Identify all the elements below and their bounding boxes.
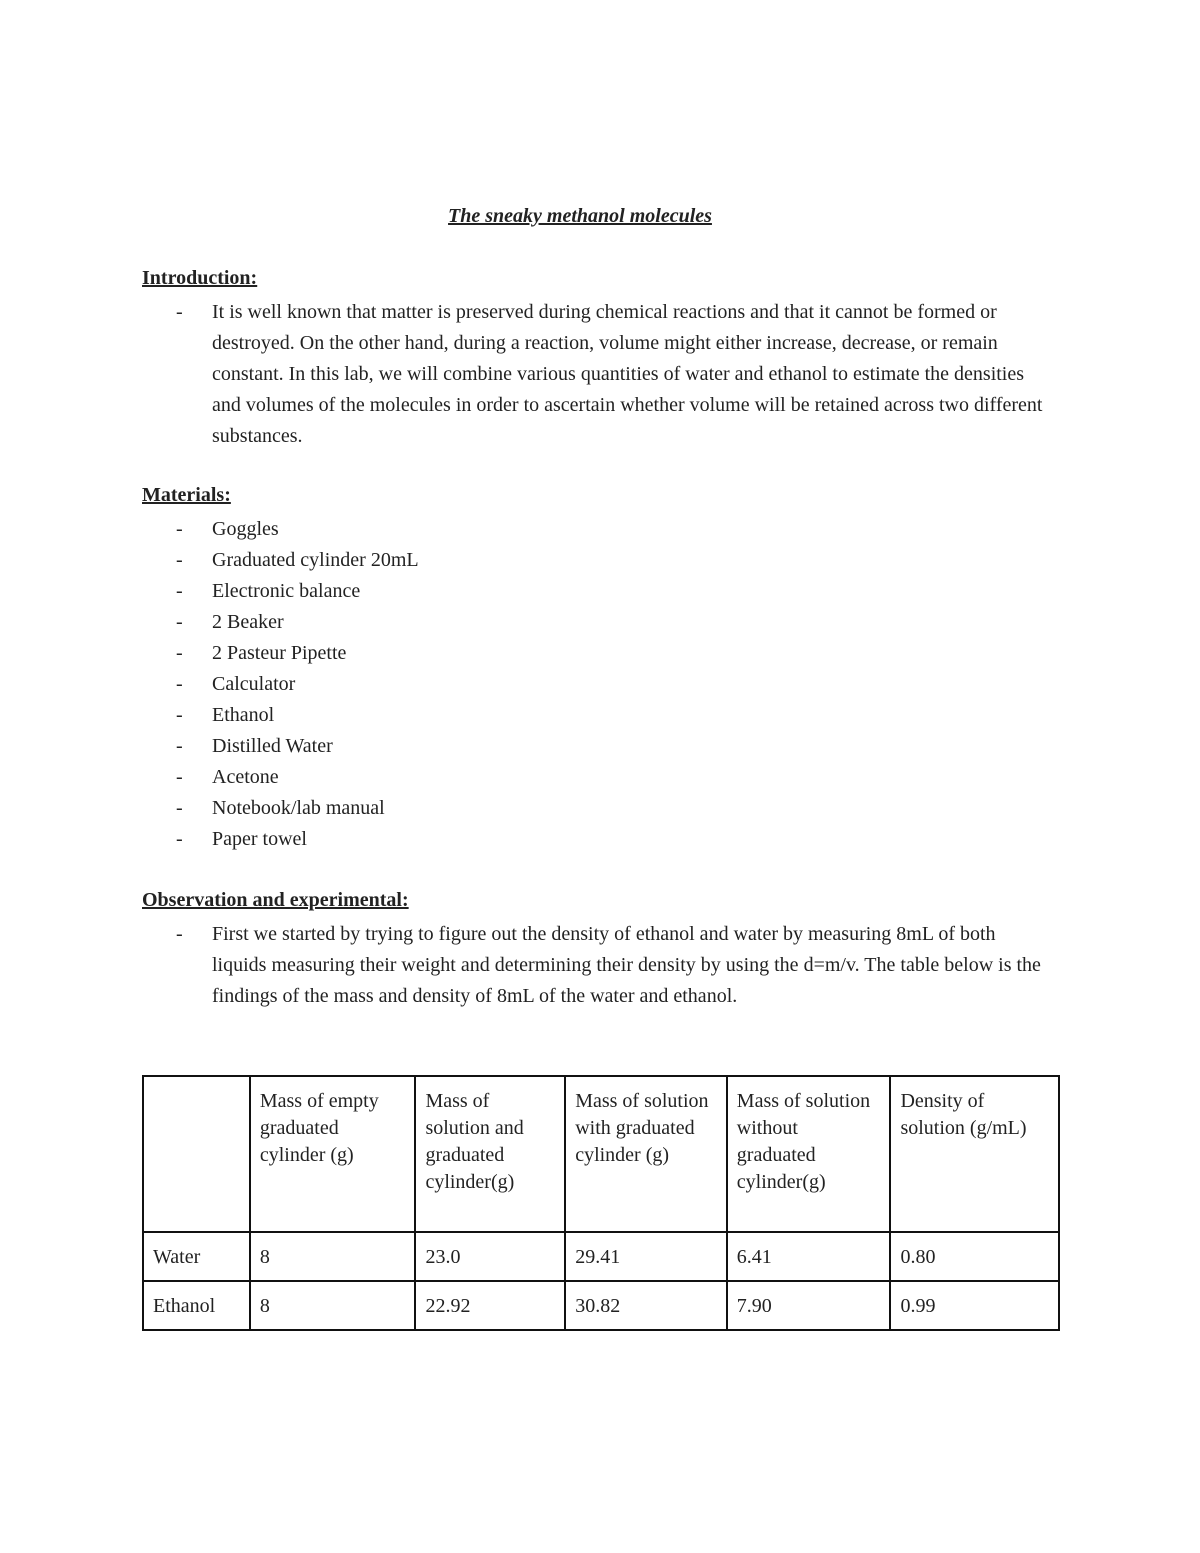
observation-list	[142, 919, 1052, 1012]
bullet: -	[176, 923, 183, 945]
bullet: -	[176, 766, 183, 788]
observation-text: First we started by trying to figure out the density of ethanol and water by measuring 8mL of both liquids measuring their weight and determining their density by using the d=m/v. The table below is the findings of the mass and density of 8mL of the water and ethanol.	[212, 923, 1041, 1007]
bullet: -	[176, 580, 183, 602]
material-label: 2 Beaker	[212, 611, 284, 633]
material-label: Notebook/lab manual	[212, 797, 385, 819]
bullet: -	[176, 828, 183, 850]
list-item	[142, 607, 1072, 638]
list-item	[142, 545, 1072, 576]
list-item	[142, 824, 1072, 855]
list-item	[142, 576, 1072, 607]
table-header-cell: Density of solution (g/mL)	[890, 1076, 1059, 1232]
list-item	[142, 297, 1052, 452]
material-label: Goggles	[212, 518, 279, 540]
list-item	[142, 700, 1072, 731]
list-item	[142, 669, 1072, 700]
materials-heading: Materials:	[142, 484, 231, 506]
table-header-cell: Mass of solution with graduated cylinder (g)	[565, 1076, 727, 1232]
bullet: -	[176, 518, 183, 540]
table-row	[143, 1281, 1059, 1330]
bullet: -	[176, 301, 183, 323]
material-label: Ethanol	[212, 704, 275, 726]
document-title: The sneaky methanol molecules	[448, 205, 712, 227]
results-table	[142, 1075, 1060, 1331]
row-label: Ethanol	[143, 1281, 250, 1330]
bullet: -	[176, 673, 183, 695]
list-item	[142, 731, 1072, 762]
list-item	[142, 762, 1072, 793]
table-cell: 0.99	[890, 1281, 1059, 1330]
list-item	[142, 638, 1072, 669]
material-label: Acetone	[212, 766, 279, 788]
table-header-row	[143, 1076, 1059, 1232]
bullet: -	[176, 704, 183, 726]
table-cell: 30.82	[565, 1281, 727, 1330]
table-header-cell: Mass of empty graduated cylinder (g)	[250, 1076, 416, 1232]
material-label: Calculator	[212, 673, 296, 695]
table-header-cell	[143, 1076, 250, 1232]
table-cell: 23.0	[415, 1232, 565, 1281]
table-cell: 8	[250, 1232, 416, 1281]
table-cell: 8	[250, 1281, 416, 1330]
row-label: Water	[143, 1232, 250, 1281]
bullet: -	[176, 642, 183, 664]
material-label: Paper towel	[212, 828, 307, 850]
bullet: -	[176, 735, 183, 757]
table-header-cell: Mass of solution without graduated cylinder(g)	[727, 1076, 891, 1232]
bullet: -	[176, 549, 183, 571]
bullet: -	[176, 611, 183, 633]
table-cell: 29.41	[565, 1232, 727, 1281]
table-cell: 7.90	[727, 1281, 891, 1330]
introduction-heading: Introduction:	[142, 267, 258, 289]
observation-heading: Observation and experimental:	[142, 889, 409, 911]
material-label: Electronic balance	[212, 580, 361, 602]
table-cell: 0.80	[890, 1232, 1059, 1281]
list-item	[142, 919, 1052, 1012]
list-item	[142, 514, 1072, 545]
table-cell: 22.92	[415, 1281, 565, 1330]
material-label: Graduated cylinder 20mL	[212, 549, 419, 571]
bullet: -	[176, 797, 183, 819]
material-label: Distilled Water	[212, 735, 333, 757]
table-cell: 6.41	[727, 1232, 891, 1281]
material-label: 2 Pasteur Pipette	[212, 642, 347, 664]
introduction-list	[142, 297, 1052, 452]
materials-list	[142, 514, 1072, 855]
table-header-cell: Mass of solution and graduated cylinder(g)	[415, 1076, 565, 1232]
list-item	[142, 793, 1072, 824]
introduction-text: It is well known that matter is preserved during chemical reactions and that it cannot be formed or destroyed. On the other hand, during a reaction, volume might either increase, decrease, or remain constant. In this lab, we will combine various quantities of water and ethanol to estimate the densities and volumes of the molecules in order to ascertain whether volume will be retained across two different substances.	[212, 301, 1043, 447]
table-row	[143, 1232, 1059, 1281]
